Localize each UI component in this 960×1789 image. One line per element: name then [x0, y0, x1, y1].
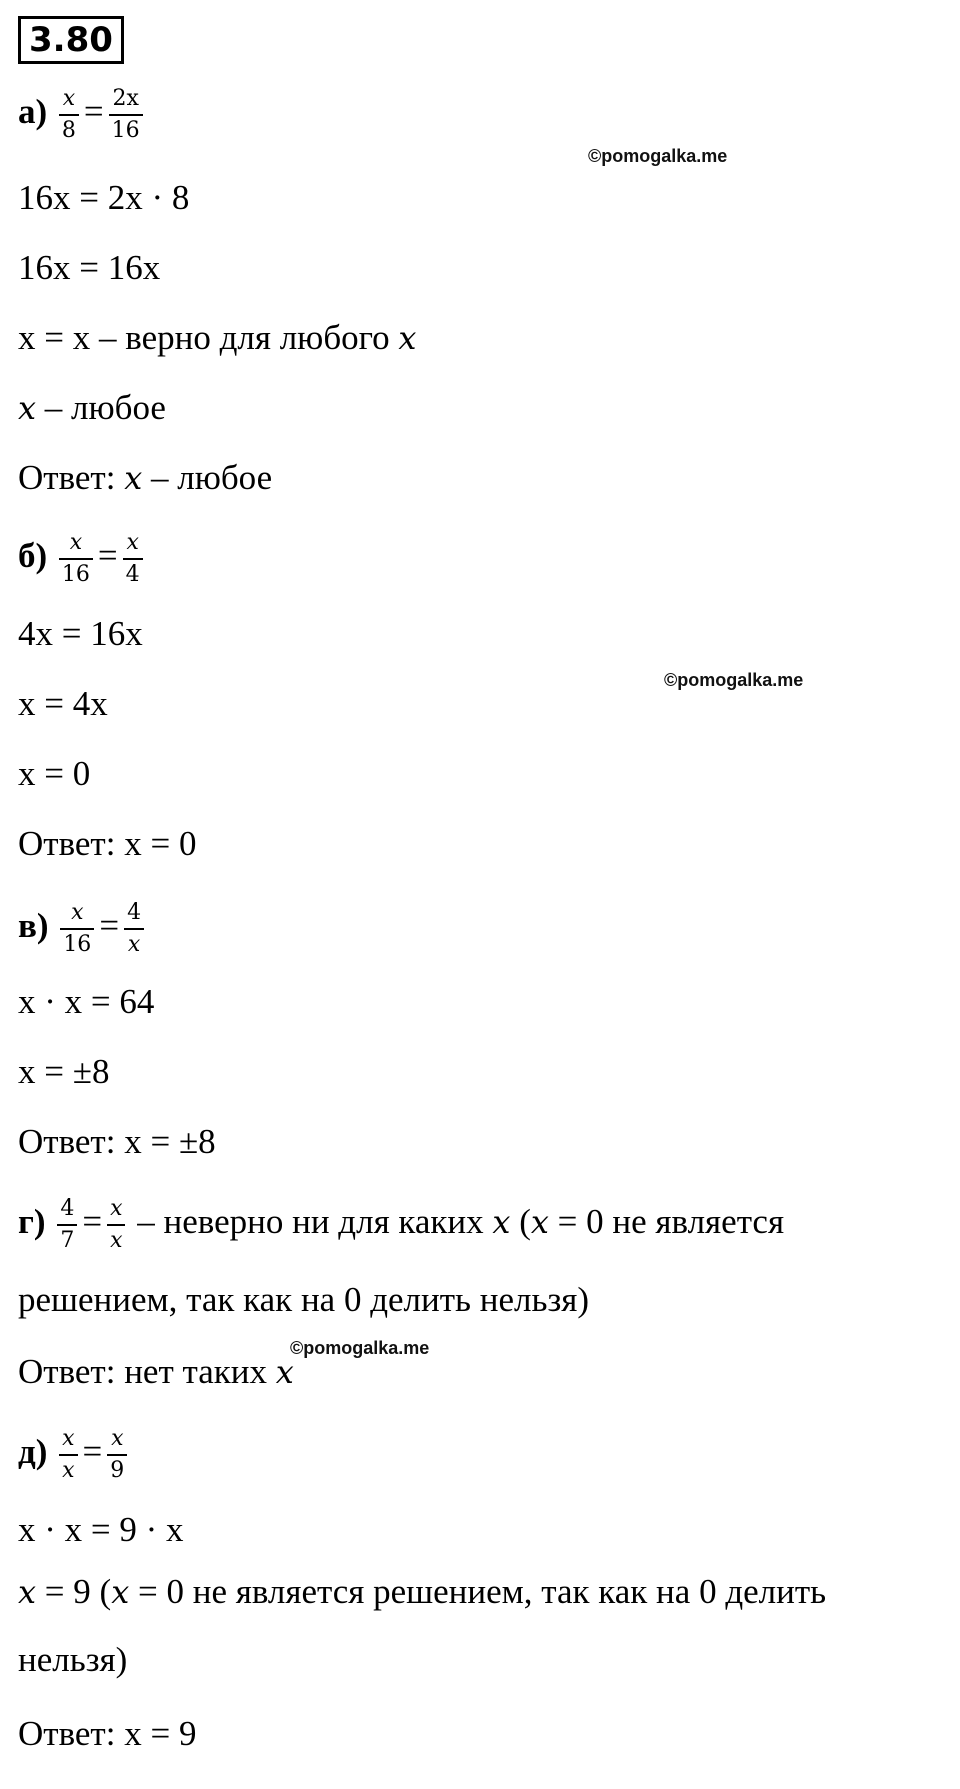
part-a-step-3: x = x – верно для любого x	[18, 318, 417, 357]
part-a-step-4: x – любое	[18, 388, 166, 427]
part-a-step-1: 16x = 2x · 8	[18, 178, 190, 217]
part-d-step-1: x · x = 9 · x	[18, 1510, 184, 1549]
part-g-answer: Ответ: нет таких x	[18, 1352, 294, 1391]
watermark: ©pomogalka.me	[664, 670, 804, 690]
problem-number: 3.80	[18, 16, 124, 64]
part-b-step-2: x = 4x	[18, 684, 108, 723]
part-d-step-2: x = 9 (x = 0 не является решением, так как на 0 делить	[18, 1572, 827, 1611]
part-g-equation: г) $\frac{4}{7}$ = $\frac{x}{x}$ – неверно ни для каких x (x = 0 не является	[18, 1194, 784, 1256]
watermark: ©pomogalka.me	[290, 1338, 430, 1358]
part-v-answer: Ответ: x = ±8	[18, 1122, 216, 1161]
part-a-fraction-left: $\frac{x}{8}$	[59, 84, 79, 146]
part-a-equation: а) $\frac{x}{8}$ = $\frac{2x}{16}$	[18, 84, 146, 146]
part-v-step-1: x · x = 64	[18, 982, 155, 1021]
part-g-label: г)	[18, 1202, 46, 1242]
part-d-label: д)	[18, 1432, 48, 1472]
part-b-equation: б) $\frac{x}{16}$ = $\frac{x}{4}$	[18, 528, 146, 590]
part-a-fraction-right: $\frac{2x}{16}$	[109, 84, 143, 146]
part-b-fraction-right: $\frac{x}{4}$	[123, 528, 143, 590]
part-b-step-3: x = 0	[18, 754, 91, 793]
part-a-label: а)	[18, 92, 48, 132]
part-d-equation: д) $\frac{x}{x}$ = $\frac{x}{9}$	[18, 1424, 130, 1486]
part-b-answer: Ответ: x = 0	[18, 824, 197, 863]
part-v-fraction-left: $\frac{x}{16}$	[60, 898, 94, 960]
part-b-label: б)	[18, 536, 48, 576]
part-v-step-2: x = ±8	[18, 1052, 110, 1091]
part-g-fraction-right: $\frac{x}{x}$	[107, 1194, 125, 1256]
part-v-equation: в) $\frac{x}{16}$ = $\frac{4}{x}$	[18, 898, 147, 960]
part-d-fraction-right: $\frac{x}{9}$	[107, 1424, 127, 1486]
part-g-fraction-left: $\frac{4}{7}$	[57, 1194, 77, 1256]
part-v-fraction-right: $\frac{4}{x}$	[124, 898, 144, 960]
part-d-answer: Ответ: x = 9	[18, 1714, 197, 1753]
watermark: ©pomogalka.me	[588, 146, 728, 166]
part-g-text-line-2: решением, так как на 0 делить нельзя)	[18, 1280, 590, 1319]
part-d-fraction-left: $\frac{x}{x}$	[59, 1424, 77, 1486]
part-v-label: в)	[18, 906, 49, 946]
part-b-step-1: 4x = 16x	[18, 614, 143, 653]
part-b-fraction-left: $\frac{x}{16}$	[59, 528, 93, 590]
part-a-answer: Ответ: x – любое	[18, 458, 273, 497]
part-a-step-2: 16x = 16x	[18, 248, 161, 287]
part-d-step-3: нельзя)	[18, 1640, 128, 1679]
